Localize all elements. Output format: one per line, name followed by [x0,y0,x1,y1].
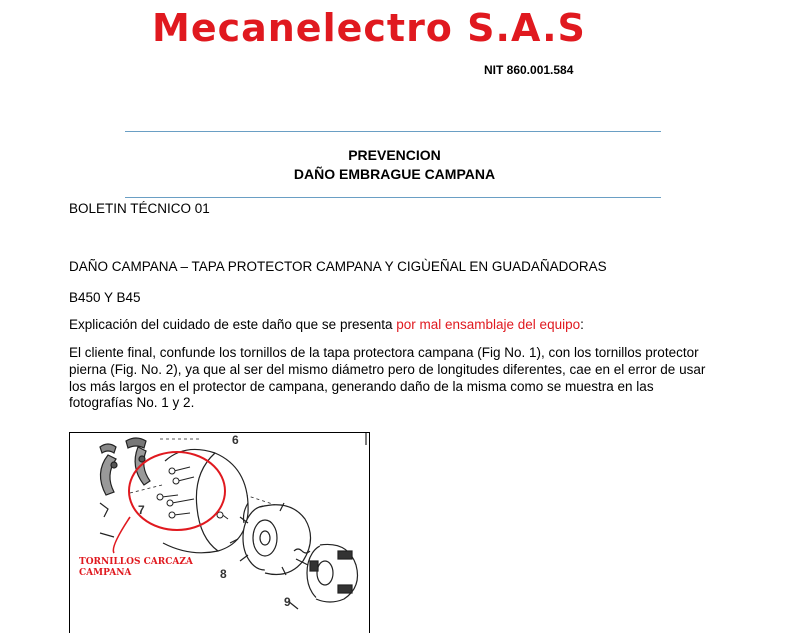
company-logo: Mecanelectro S.A.S [152,6,586,50]
explanation-line [69,317,584,332]
subject-line: DAÑO CAMPANA – TAPA PROTECTOR CAMPANA Y CIGÙEÑAL EN GUADAÑADORAS [69,259,607,274]
explanation-highlight: por mal ensamblaje del equipo [396,317,581,332]
callout-line-1: TORNILLOS CARCAZA [79,557,193,567]
figure-callout [79,557,193,579]
title-line-2: DAÑO EMBRAGUE CAMPANA [293,166,496,182]
part-number-9: 9 [284,595,291,609]
part-number-7: 7 [138,503,145,517]
part-number-6: 6 [232,433,239,447]
figure-exploded-view [69,432,370,633]
clutch-drum-drawing [70,433,370,633]
company-nit: NIT 860.001.584 [484,63,574,77]
title-line-1: PREVENCION [348,147,441,163]
explanation-prefix: Explicación del cuidado de este daño que se presenta [69,317,397,332]
bulletin-label: BOLETIN TÉCNICO 01 [69,201,210,216]
title-rule-top [125,131,661,132]
callout-line-2: CAMPANA [79,568,132,578]
body-paragraph: El cliente final, confunde los tornillos de la tapa protectora campana (Fig No. 1), con los tornillos protector pierna (Fig. No. 2), ya que al ser del mismo diámetro pero de longitudes diferentes, cae en el error de usar los más largos en el protector de campana, generando daño de la misma como se muestra en las fotografías No. 1 y 2. [69,345,706,411]
explanation-suffix: : [580,317,584,332]
models-line: B450 Y B45 [69,290,141,305]
title-rule-bottom [125,197,661,198]
part-number-8: 8 [220,567,227,581]
